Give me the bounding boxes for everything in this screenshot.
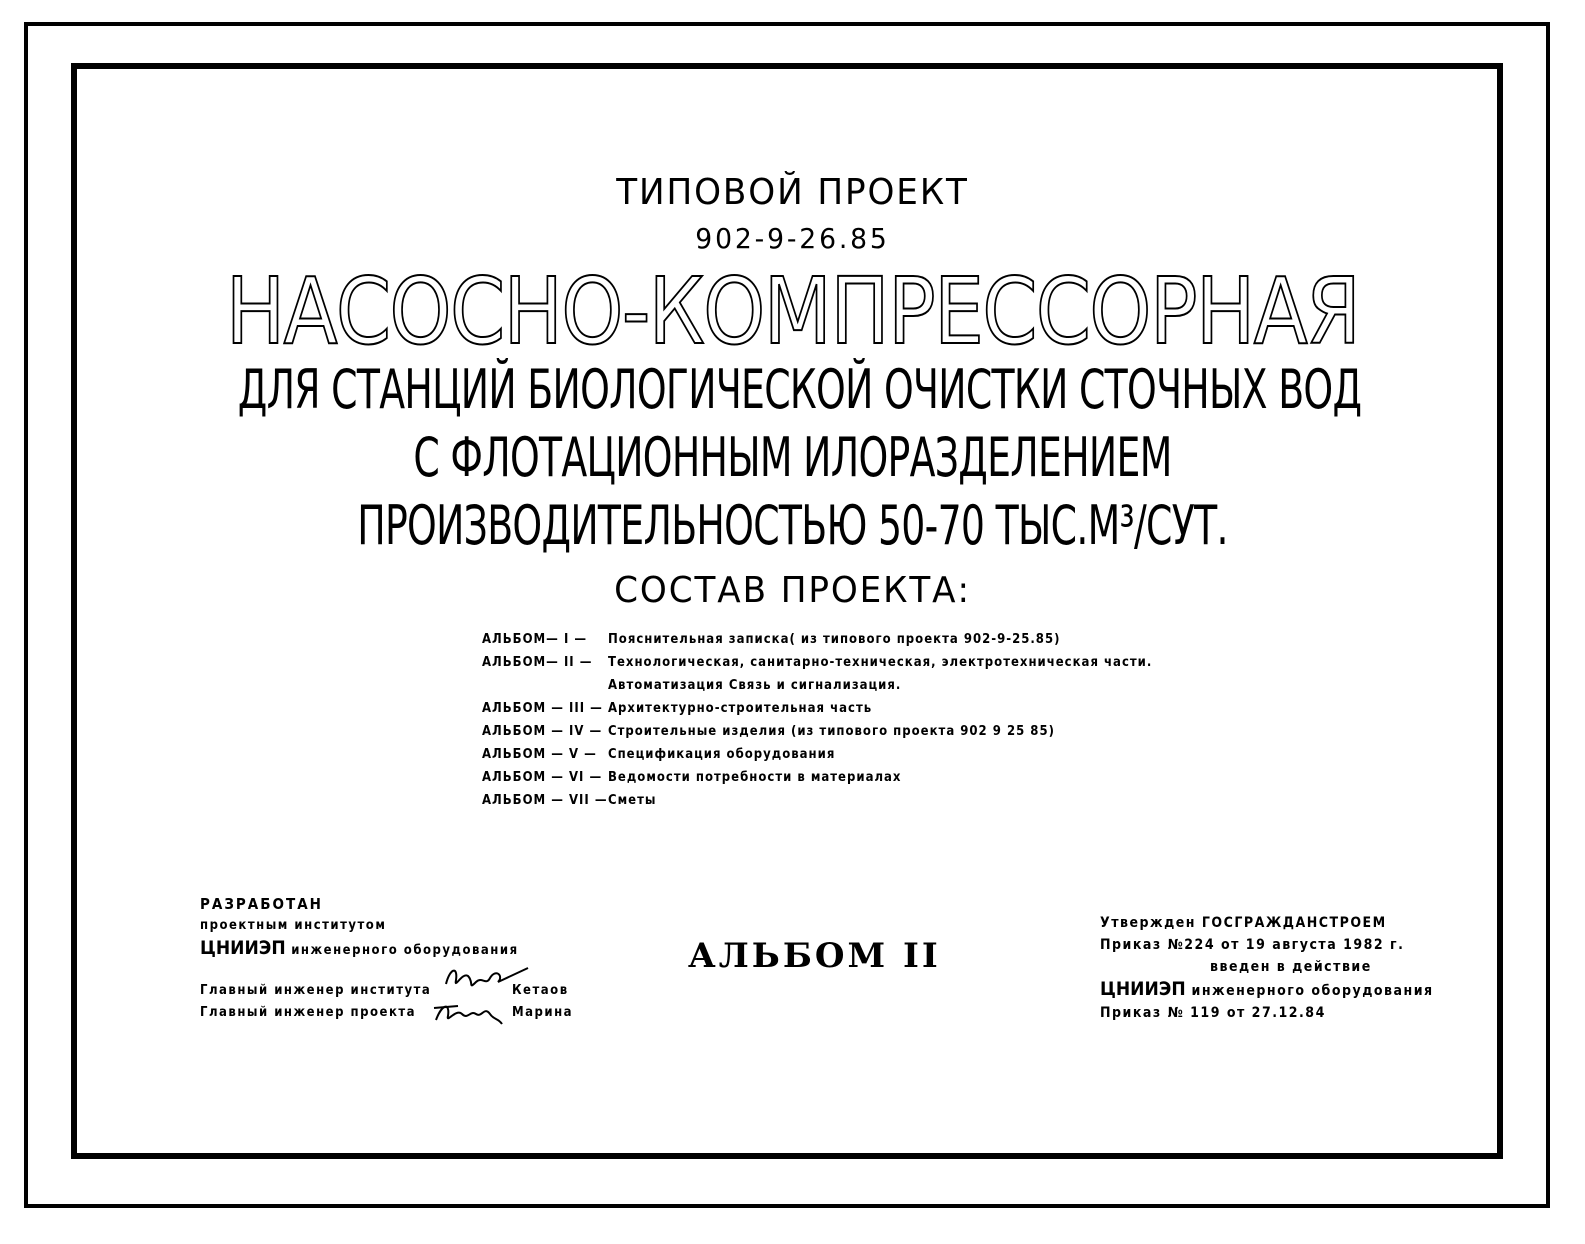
album-prefix: АЛЬБОМ— I — [482, 632, 588, 647]
name-2: Марина [512, 1005, 574, 1020]
album-row [482, 628, 1152, 651]
approval-line-2: Приказ №224 от 19 августа 1982 г. [1100, 937, 1405, 953]
album-desc: Технологическая, санитарно-техническая, электротехническая части. [608, 655, 1153, 670]
composition-title: СОСТАВ ПРОЕКТА: [614, 570, 971, 611]
developer-roles [200, 980, 431, 1024]
album-prefix [482, 674, 608, 697]
developer-block [200, 893, 519, 962]
album-prefix: АЛЬБОМ — VI — [482, 770, 603, 785]
approval-line-1: Утвержден ГОСГРАЖДАНСТРОЕМ [1100, 915, 1387, 931]
subtitle-line-3: ПРОИЗВОДИТЕЛЬНОСТЬЮ 50-70 ТЫС.М³/СУТ. [357, 494, 1228, 557]
approval-line-5: Приказ № 119 от 27.12.84 [1100, 1005, 1326, 1021]
developer-label: РАЗРАБОТАН [200, 895, 323, 913]
album-prefix: АЛЬБОМ — V — [482, 747, 597, 762]
approval-institute [1100, 978, 1434, 1002]
album-row [482, 743, 1152, 766]
developer-inst-short: ЦНИИЭП [200, 937, 286, 959]
approval-block [1100, 912, 1434, 1024]
developer-inst-rest: инженерного оборудования [291, 943, 519, 958]
album-row [482, 697, 1152, 720]
developer-names [512, 980, 573, 1024]
album-prefix: АЛЬБОМ — III — [482, 701, 603, 716]
album-desc: Спецификация оборудования [608, 747, 836, 762]
album-prefix: АЛЬБОМ — IV — [482, 724, 603, 739]
approval-inst-rest: инженерного оборудования [1191, 983, 1434, 999]
album-prefix: АЛЬБОМ— II — [482, 655, 593, 670]
project-type-label: ТИПОВОЙ ПРОЕКТ [616, 172, 969, 213]
album-list [482, 628, 1152, 812]
album-desc: Автоматизация Связь и сигнализация. [608, 678, 902, 693]
album-desc: Пояснительная записка( из типового проекта 902-9-25.85) [608, 632, 1061, 647]
album-prefix: АЛЬБОМ — VII — [482, 793, 608, 808]
role-chief-engineer-institute: Главный инженер института [200, 983, 432, 998]
name-1: Кетаов [512, 983, 569, 998]
album-row [482, 720, 1152, 743]
subtitle-line-1: ДЛЯ СТАНЦИЙ БИОЛОГИЧЕСКОЙ ОЧИСТКИ СТОЧНЫХ ВОД [237, 358, 1362, 421]
album-desc: Сметы [608, 793, 657, 808]
main-title: НАСОСНО-КОМПРЕССОРНАЯ [225, 258, 1360, 365]
role-chief-engineer-project: Главный инженер проекта [200, 1005, 417, 1020]
album-row [482, 789, 1152, 812]
developer-by: проектным институтом [200, 918, 387, 933]
album-row [482, 651, 1152, 674]
approval-inst-short: ЦНИИЭП [1100, 978, 1186, 1000]
approval-line-3: введен в действие [1210, 959, 1372, 975]
album-row [482, 766, 1152, 789]
album-desc: Архитектурно-строительная часть [608, 701, 873, 716]
album-label: АЛЬБОМ II [688, 936, 941, 976]
album-desc: Ведомости потребности в материалах [608, 770, 902, 785]
album-row [482, 674, 1152, 697]
project-number: 902-9-26.85 [695, 222, 890, 255]
subtitle-line-2: С ФЛОТАЦИОННЫМ ИЛОРАЗДЕЛЕНИЕМ [413, 426, 1172, 489]
album-desc: Строительные изделия (из типового проекта 902 9 25 85) [608, 724, 1055, 739]
